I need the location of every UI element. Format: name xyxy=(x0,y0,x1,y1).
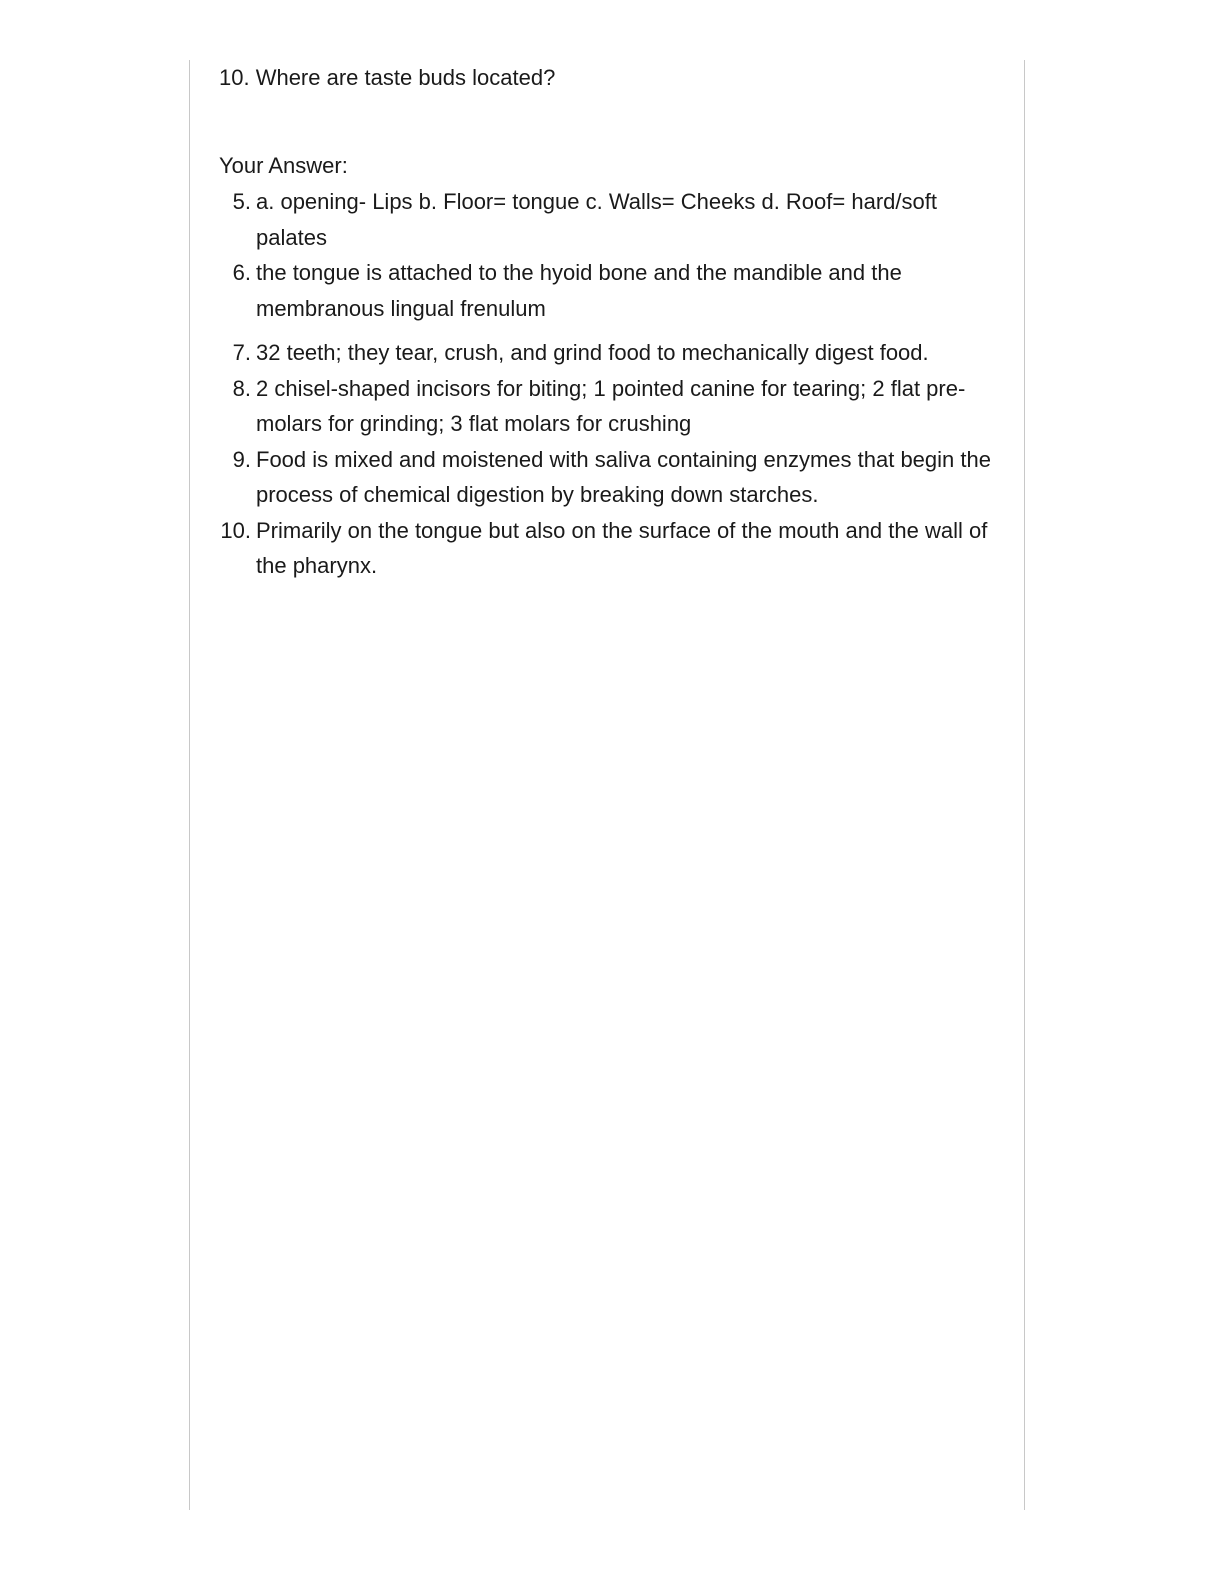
answer-item xyxy=(219,184,1009,255)
document-content xyxy=(219,62,1009,584)
answer-number: 8. xyxy=(232,375,251,401)
answer-item xyxy=(219,255,1009,326)
answer-text: 32 teeth; they tear, crush, and grind food to mechanically digest food. xyxy=(256,340,929,365)
answer-item xyxy=(219,335,1009,371)
answer-number: 10. xyxy=(220,517,251,543)
answer-number: 7. xyxy=(232,340,251,365)
question-text: 10. Where are taste buds located? xyxy=(219,65,556,90)
answer-label: Your Answer: xyxy=(219,153,348,178)
right-margin-rule xyxy=(1024,60,1025,1510)
answer-number: 5. xyxy=(232,189,251,214)
answer-text: a. opening- Lips b. Floor= tongue c. Walls= Cheeks d. Roof= hard/soft palates xyxy=(256,189,937,250)
answer-number: 6. xyxy=(232,260,251,285)
left-margin-rule xyxy=(189,60,190,1510)
answer-text: 2 chisel-shaped incisors for biting; 1 pointed canine for tearing; 2 flat pre-molars for grinding; 3 flat molars for crushing xyxy=(256,375,966,436)
answer-item xyxy=(219,442,1009,513)
answer-text: Primarily on the tongue but also on the surface of the mouth and the wall of the pharynx. xyxy=(256,517,988,578)
answer-number: 9. xyxy=(232,446,251,472)
answer-text: the tongue is attached to the hyoid bone and the mandible and the membranous lingual frenulum xyxy=(256,260,902,321)
answer-item xyxy=(219,513,1009,584)
answer-text: Food is mixed and moistened with saliva containing enzymes that begin the process of chemical digestion by breaking down starches. xyxy=(256,446,991,507)
answer-list xyxy=(219,184,1009,584)
answer-item xyxy=(219,371,1009,442)
